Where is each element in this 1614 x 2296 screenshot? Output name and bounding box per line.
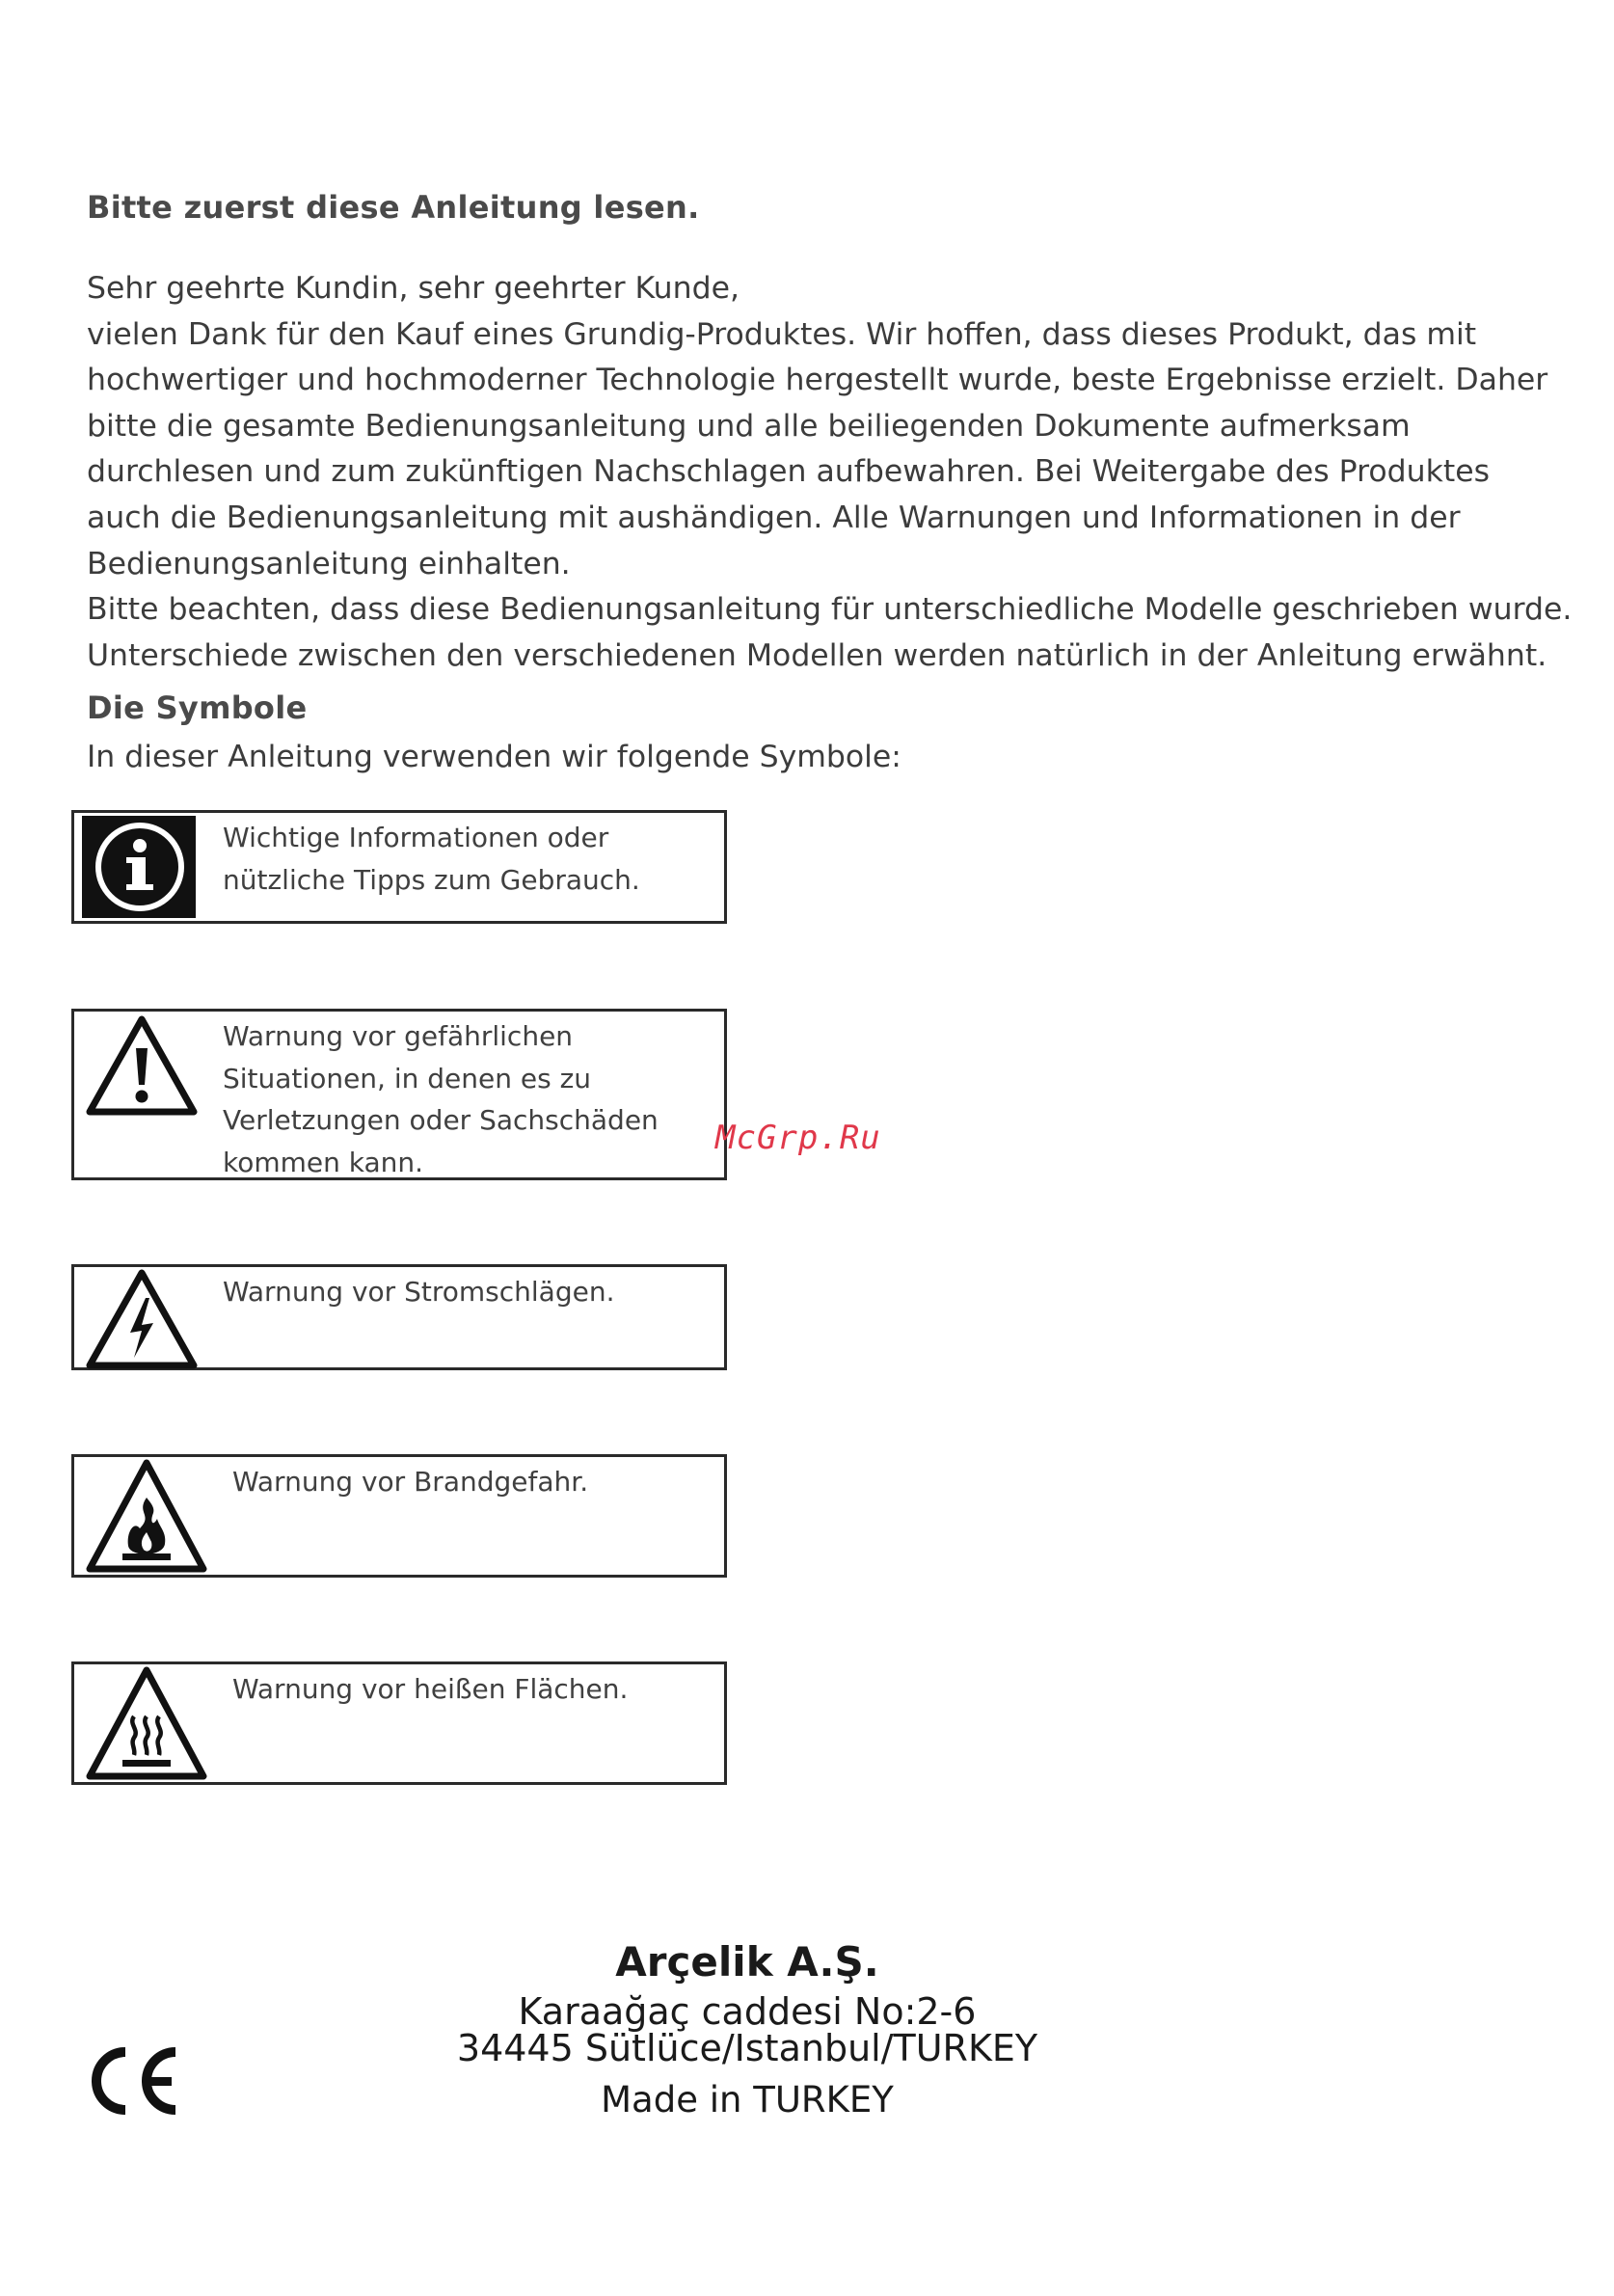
symbol-line: nützliche Tipps zum Gebrauch.: [223, 863, 640, 896]
intro-line: hochwertiger und hochmoderner Technologie hergestellt wurde, beste Ergebnisse erzielt. Daher: [87, 363, 1548, 398]
intro-line: Unterschiede zwischen den verschiedenen Modellen werden natürlich in der Anleitung erwähnt.: [87, 637, 1547, 673]
symbols-heading: Die Symbole: [87, 689, 308, 726]
info-icon: [82, 816, 196, 922]
intro-line: Bedienungsanleitung einhalten.: [87, 546, 571, 581]
company-city: 34445 Sütlüce/Istanbul/TURKEY: [456, 2027, 1038, 2069]
symbol-box-electric: [71, 1264, 727, 1370]
ce-mark-icon: [83, 2046, 183, 2120]
company-name: Arçelik A.Ş.: [615, 1938, 879, 1985]
symbol-description: [223, 1271, 614, 1313]
symbol-line: Verletzungen oder Sachschäden: [223, 1104, 659, 1136]
symbol-line: kommen kann.: [223, 1146, 424, 1178]
warning-icon: [86, 1015, 198, 1121]
symbol-line: Warnung vor heißen Flächen.: [232, 1673, 629, 1705]
made-in: Made in TURKEY: [601, 2079, 894, 2120]
intro-line: vielen Dank für den Kauf eines Grundig-Produktes. Wir hoffen, dass dieses Produkt, das mit: [87, 316, 1477, 352]
symbol-line: Wichtige Informationen oder: [223, 822, 609, 853]
fire-icon: [86, 1459, 207, 1579]
intro-line: Bitte beachten, dass diese Bedienungsanleitung für unterschiedliche Modelle geschrieben wurde.: [87, 592, 1573, 628]
hot-surface-icon: [86, 1666, 207, 1786]
symbol-description: [223, 1015, 659, 1183]
electric-shock-icon: [86, 1269, 198, 1373]
watermark: McGrp.Ru: [715, 1119, 881, 1157]
page-title: Bitte zuerst diese Anleitung lesen.: [87, 189, 700, 226]
symbol-box-fire: [71, 1454, 727, 1578]
symbol-description: [232, 1668, 628, 1711]
intro-line: auch die Bedienungsanleitung mit aushändigen. Alle Warnungen und Informationen in der: [87, 500, 1461, 535]
symbols-intro: In dieser Anleitung verwenden wir folgende Symbole:: [87, 740, 901, 774]
symbol-box-warning: [71, 1009, 727, 1180]
symbol-line: Situationen, in denen es zu: [223, 1062, 592, 1094]
intro-paragraph: [87, 266, 1572, 679]
symbol-line: Warnung vor Brandgefahr.: [232, 1466, 589, 1498]
intro-line: durchlesen und zum zukünftigen Nachschlagen aufbewahren. Bei Weitergabe des Produktes: [87, 454, 1490, 490]
symbol-line: Warnung vor gefährlichen: [223, 1020, 574, 1052]
symbol-description: [223, 817, 640, 901]
symbol-line: Warnung vor Stromschlägen.: [223, 1276, 615, 1308]
symbol-box-hot-surface: [71, 1661, 727, 1785]
intro-line: bitte die gesamte Bedienungsanleitung und alle beiliegenden Dokumente aufmerksam: [87, 408, 1411, 444]
company-street: Karaağaç caddesi No:2-6: [518, 1990, 977, 2033]
symbol-box-info: [71, 810, 727, 924]
symbol-description: [232, 1461, 588, 1503]
intro-line: Sehr geehrte Kundin, sehr geehrter Kunde,: [87, 271, 740, 306]
